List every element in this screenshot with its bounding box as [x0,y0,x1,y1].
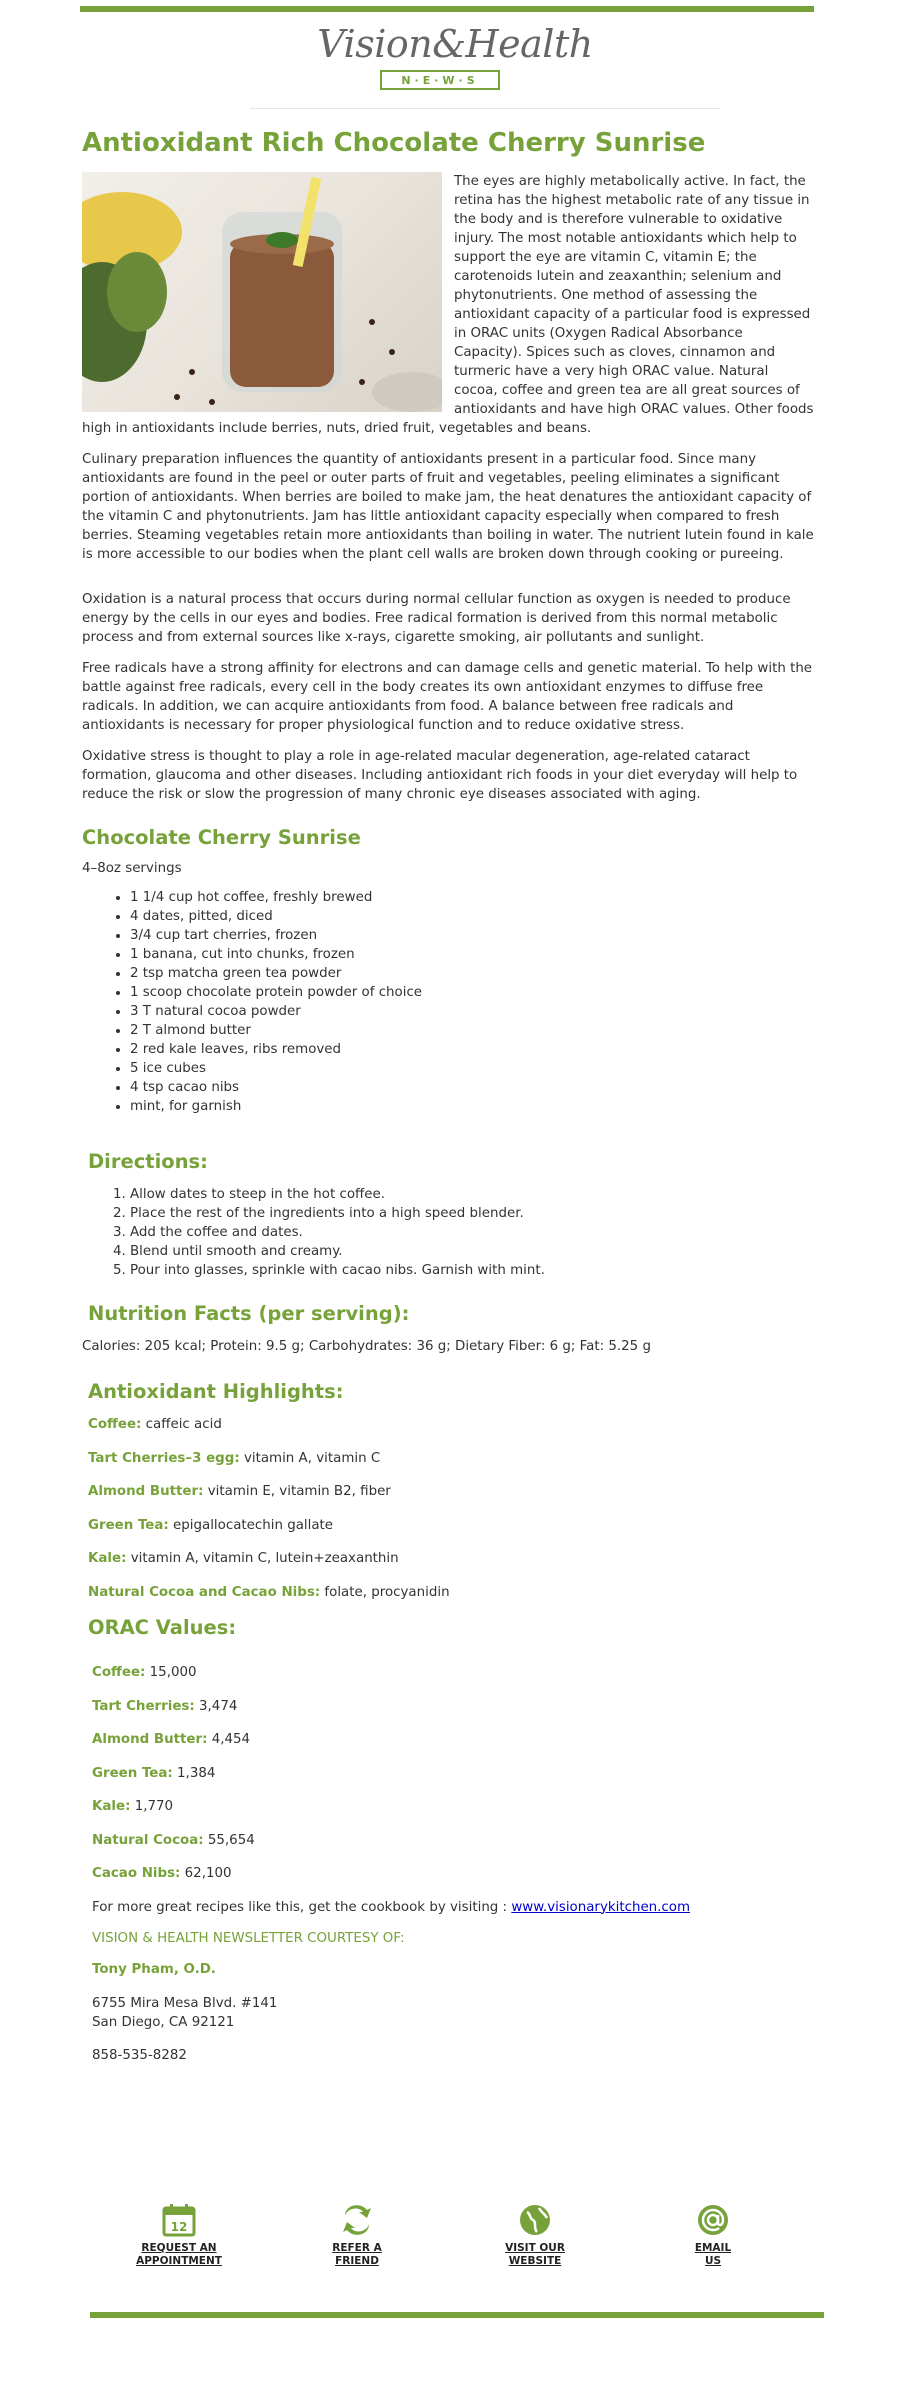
highlight-item [88,1583,814,1602]
ingredient-item: • 1 1/4 cup hot coffee, freshly brewed [130,888,814,907]
refer-arrows-icon [339,2202,375,2238]
ingredient-item: • 3/4 cup tart cherries, frozen [130,926,814,945]
direction-step: 5. Pour into glasses, sprinkle with cacao nibs. Garnish with mint. [130,1261,814,1280]
orac-list [92,1663,814,2065]
ingredient-item: • 4 dates, pitted, diced [130,907,814,926]
orac-value: 3,474 [194,1698,238,1714]
highlight-value: folate, procyanidin [320,1584,450,1600]
direction-step: 2. Place the rest of the ingredients into a high speed blender. [130,1204,814,1223]
orac-label: Green Tea: [92,1765,173,1781]
smoothie-photo [82,172,442,412]
highlight-value: vitamin A, vitamin C [239,1450,381,1466]
preparation-paragraph: Culinary preparation influences the quantity of antioxidants present in a particular food. Since many antioxidants are found in the peel or outer parts of fruit and vegetables, peeling eliminates a significant portion of antioxidants. When berries are boiled to make jam, the heat denatures the antioxidant capacity of the vitamin C and phytonutrients. Jam has little antioxidant capacity especially when compared to fresh berries. Steaming vegetables retain more antioxidants than boiling in water. The nutrient lutein found in kale is more accessible to our bodies when the plant cell walls are broken down through cooking or pureeing. [82,452,814,562]
free-radicals-paragraph: Free radicals have a strong affinity for electrons and can damage cells and genetic material. To help with the battle against free radicals, every cell in the body creates its own antioxidant enzymes to diffuse free radicals. In addition, we can acquire antioxidants from food. A balance between free radicals and antioxidants is necessary for proper physiological function and to reduce oxidative stress. [82,661,813,733]
oxidation-paragraph: Oxidation is a natural process that occurs during normal cellular function as oxygen is needed to produce energy by the cells in our eyes and bodies. Free radical formation is derived from this normal metabolic process and from external sources like x-rays, cigarette smoking, air pollutants and sunlight. [82,592,791,645]
logo-script-text: Vision&Health [317,22,593,66]
visionary-kitchen-link[interactable]: www.visionarykitchen.com [511,1899,691,1915]
orac-value: 55,654 [203,1832,255,1848]
highlight-value: vitamin A, vitamin C, lutein+zeaxanthin [126,1551,399,1566]
highlight-label: Almond Butter: [88,1484,204,1499]
servings-text: 4–8oz servings [82,861,182,876]
highlight-label: Coffee: [88,1417,142,1432]
calendar-number: 12 [170,2220,188,2234]
request-appointment-label: REQUEST AN APPOINTMENT [136,2242,222,2267]
orac-label: Cacao Nibs: [92,1866,181,1881]
highlight-value: vitamin E, vitamin B2, fiber [203,1484,391,1499]
directions-heading: Directions: [88,1150,208,1173]
ingredient-item: • 2 T almond butter [130,1021,814,1040]
recipe-heading: Chocolate Cherry Sunrise [82,826,361,849]
article-content [82,126,814,2079]
direction-step: 1. Allow dates to steep in the hot coffee. [130,1185,814,1204]
ingredients-list [82,888,814,1116]
visit-website-button[interactable] [480,2202,590,2268]
orac-item [92,1764,814,1783]
orac-item [92,1864,814,1883]
globe-icon [517,2202,553,2238]
top-green-bar [80,6,814,12]
orac-item [92,1697,814,1716]
highlights-heading: Antioxidant Highlights: [88,1380,344,1403]
orac-label: Kale: [92,1799,131,1814]
cookbook-line [92,1898,814,1917]
orac-value: 4,454 [207,1732,251,1747]
orac-value: 1,770 [130,1799,174,1814]
orac-heading: ORAC Values: [88,1616,237,1639]
orac-item [92,1797,814,1816]
highlight-item [88,1415,814,1434]
highlights-list [88,1415,814,1602]
direction-step: 3. Add the coffee and dates. [130,1223,814,1242]
highlight-item [88,1482,814,1501]
ingredient-item: • 3 T natural cocoa powder [130,1002,814,1021]
logo-news-badge: N·E·W·S [380,70,500,90]
ingredient-item: • 1 scoop chocolate protein powder of choice [130,983,814,1002]
doctor-name: Tony Pham, O.D. [92,1962,216,1977]
refer-friend-label: REFER A FRIEND [332,2242,382,2267]
smoothie-illustration [82,172,442,412]
highlight-item [88,1516,814,1535]
ingredient-item: • 2 tsp matcha green tea powder [130,964,814,983]
ingredient-item: • mint, for garnish [130,1097,814,1116]
orac-value: 62,100 [180,1866,232,1881]
nutrition-heading: Nutrition Facts (per serving): [88,1302,410,1325]
highlight-item [88,1449,814,1468]
orac-item [92,1831,814,1850]
cookbook-text: For more great recipes like this, get the cookbook by visiting : [92,1899,512,1915]
bottom-green-bar [90,2312,824,2318]
ingredient-item: • 2 red kale leaves, ribs removed [130,1040,814,1059]
request-appointment-button[interactable] [124,2202,234,2268]
nutrition-facts-text: Calories: 205 kcal; Protein: 9.5 g; Carbohydrates: 36 g; Dietary Fiber: 6 g; Fat: 5.25 g [82,1339,651,1354]
highlight-label: Natural Cocoa and Cacao Nibs: [88,1584,321,1600]
address-city-line: San Diego, CA 92121 [92,2014,235,2030]
phone-number[interactable]: 858-535-8282 [92,2047,187,2063]
highlight-value: epigallocatechin gallate [168,1517,334,1533]
article-title: Antioxidant Rich Chocolate Cherry Sunrise [82,128,706,158]
orac-item [92,1730,814,1749]
ingredient-item: • 5 ice cubes [130,1059,814,1078]
orac-value: 1,384 [172,1765,216,1781]
intro-paragraph: The eyes are highly metabolically active. In fact, the retina has the highest metabolic rate of any tissue in the body and is therefore vulnerable to oxidative injury. The most notable antioxidants which help to support the eye are vitamin C, vitamin E; the carotenoids lutein and zeaxanthin; selenium and phytonutrients. One method of assessing the antioxidant capacity of a particular food is expressed in ORAC units (Oxygen Radical Absorbance Capacity). Spices such as cloves, cinnamon and turmeric have a very high ORAC value. Natural cocoa, coffee and green tea are all great sources of antioxidants and have high ORAC values. Other foods high in antioxidants include berries, nuts, dried fruit, vegetables and beans. [82,174,814,436]
directions-list [82,1185,814,1280]
orac-value: 15,000 [145,1665,197,1680]
email-us-button[interactable] [658,2202,768,2268]
footer-actions [82,2202,814,2282]
oxidative-stress-paragraph: Oxidative stress is thought to play a role in age-related macular degeneration, age-related cataract formation, glaucoma and other diseases. Including antioxidant rich foods in your diet everyday will help to reduce the risk or slow the progression of many chronic eye diseases associated with aging. [82,749,798,802]
highlight-label: Kale: [88,1551,127,1566]
highlight-value: caffeic acid [141,1417,222,1432]
email-us-label: EMAIL US [694,2242,732,2267]
highlight-item [88,1549,814,1568]
practice-address [92,1994,814,2032]
highlight-label: Tart Cherries–3 egg: [88,1450,240,1466]
courtesy-label: VISION & HEALTH NEWSLETTER COURTESY OF: [92,1931,405,1946]
at-sign-icon [695,2202,731,2238]
header-divider [250,108,720,109]
calendar-icon [161,2202,197,2238]
direction-step: 4. Blend until smooth and creamy. [130,1242,814,1261]
visit-website-label: VISIT OUR WEBSITE [505,2242,565,2267]
ingredient-item: • 4 tsp cacao nibs [130,1078,814,1097]
orac-label: Almond Butter: [92,1732,208,1747]
vision-health-news-logo[interactable] [300,18,600,98]
ingredient-item: • 1 banana, cut into chunks, frozen [130,945,814,964]
orac-label: Tart Cherries: [92,1698,195,1714]
address-line: 6755 Mira Mesa Blvd. #141 [92,1995,278,2011]
orac-label: Natural Cocoa: [92,1832,204,1848]
refer-friend-button[interactable] [302,2202,412,2268]
highlight-label: Green Tea: [88,1517,169,1533]
orac-item [92,1663,814,1682]
orac-label: Coffee: [92,1665,146,1680]
